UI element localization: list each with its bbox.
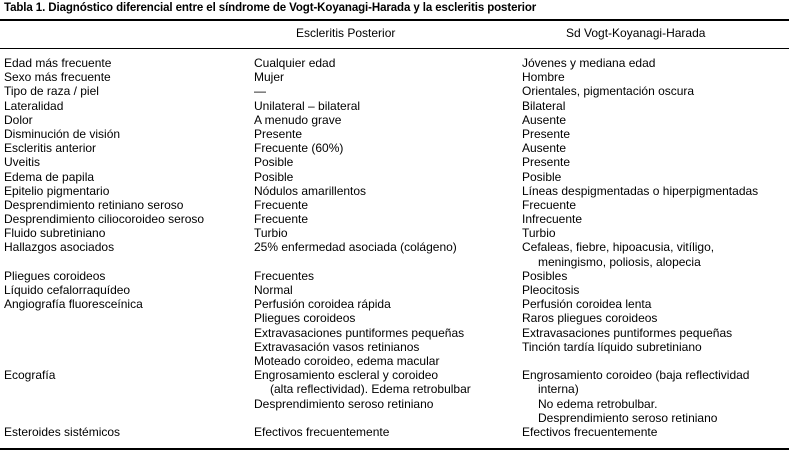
table-row <box>0 368 789 425</box>
cell-escleritis-line: Normal <box>254 283 293 298</box>
cell-vkh <box>522 155 570 169</box>
row-label-line: Escleritis anterior <box>4 141 97 156</box>
cell-escleritis-line: Unilateral – bilateral <box>254 98 361 113</box>
table-row <box>0 226 789 240</box>
cell-escleritis <box>254 269 314 283</box>
row-label <box>4 425 120 439</box>
cell-vkh-line: interna) <box>538 382 579 397</box>
cell-escleritis-line: Extravasaciones puntiformes pequeñas <box>254 325 465 340</box>
cell-escleritis-line: Frecuente <box>254 197 309 212</box>
row-label-line: Desprendimiento retiniano seroso <box>4 197 184 212</box>
table-row <box>0 70 789 84</box>
table-row <box>0 84 789 98</box>
row-label-line: Desprendimiento ciliocoroideo seroso <box>4 212 205 227</box>
bottom-rule <box>0 448 789 450</box>
cell-vkh-line: Hombre <box>522 70 565 85</box>
cell-escleritis <box>254 368 471 411</box>
cell-escleritis-line: A menudo grave <box>254 112 342 127</box>
row-label-line: Pliegues coroideos <box>4 268 106 283</box>
row-label <box>4 127 120 141</box>
row-label-line: Uveitis <box>4 155 41 170</box>
cell-vkh <box>522 297 732 354</box>
cell-vkh-line: Líneas despigmentadas o hiperpigmentadas <box>522 183 759 198</box>
cell-vkh <box>522 283 579 297</box>
row-label-line: Edad más frecuente <box>4 56 112 70</box>
cell-escleritis <box>254 212 308 226</box>
cell-escleritis <box>254 184 366 198</box>
cell-escleritis <box>254 155 293 169</box>
table-caption: Tabla 1. Diagnóstico diferencial entre el síndrome de Vogt-Koyanagi-Harada y la escleritis posterior <box>4 2 537 14</box>
cell-escleritis-line: Desprendimiento seroso retiniano <box>254 396 434 411</box>
row-label <box>4 269 105 283</box>
row-label <box>4 240 114 254</box>
row-label-line: Sexo más frecuente <box>4 70 111 85</box>
cell-vkh-line: Presente <box>522 155 571 170</box>
cell-vkh <box>522 212 582 226</box>
row-label <box>4 141 96 155</box>
cell-escleritis-line: Cualquier edad <box>254 56 336 70</box>
cell-escleritis-line: Turbio <box>254 226 288 241</box>
top-rule <box>0 19 789 21</box>
cell-escleritis <box>254 226 288 240</box>
cell-vkh-line: Infrecuente <box>522 212 583 227</box>
cell-escleritis-line: Pliegues coroideos <box>254 311 356 326</box>
table-row <box>0 113 789 127</box>
row-label-line: Líquido cefalorraquídeo <box>4 283 131 298</box>
cell-escleritis-line: Perfusión coroidea rápida <box>254 297 391 312</box>
cell-escleritis <box>254 198 308 212</box>
table-row <box>0 141 789 155</box>
cell-vkh-line: No edema retrobulbar. <box>538 396 658 411</box>
row-label-line: Epitelio pigmentario <box>4 183 110 198</box>
cell-vkh-line: Presente <box>522 126 571 141</box>
cell-escleritis-line: (alta reflectividad). Edema retrobulbar <box>270 382 471 397</box>
cell-vkh-line: Posibles <box>522 268 568 283</box>
header-rule <box>0 48 789 49</box>
table-row <box>0 170 789 184</box>
cell-escleritis-line: Nódulos amarillentos <box>254 183 367 198</box>
row-label <box>4 155 40 169</box>
cell-escleritis-line: Efectivos frecuentemente <box>254 425 390 439</box>
cell-vkh-line: Extravasaciones puntiformes pequeñas <box>522 325 733 340</box>
cell-escleritis <box>254 141 343 155</box>
cell-vkh <box>522 198 576 212</box>
cell-vkh-line: Cefaleas, fiebre, hipoacusia, vitíligo, <box>522 240 715 255</box>
cell-vkh-line: Posible <box>522 169 562 184</box>
column-header-escleritis: Escleritis Posterior <box>296 26 396 40</box>
table-row <box>0 56 789 70</box>
table-row <box>0 212 789 226</box>
table-row <box>0 198 789 212</box>
row-label-line: Dolor <box>4 112 33 127</box>
cell-escleritis-line: Posible <box>254 155 294 170</box>
cell-vkh-line: Pleocitosis <box>522 283 580 298</box>
cell-vkh-line: Ausente <box>522 112 567 127</box>
cell-escleritis-line: 25% enfermedad asociada (colágeno) <box>254 240 457 255</box>
cell-vkh-line: Ausente <box>522 141 567 156</box>
cell-vkh <box>522 84 694 98</box>
cell-escleritis-line: — <box>254 84 266 99</box>
cell-escleritis <box>254 113 341 127</box>
cell-escleritis <box>254 170 293 184</box>
cell-escleritis-line: Frecuente <box>254 212 309 227</box>
cell-vkh-line: Raros pliegues coroideos <box>522 311 658 326</box>
row-label <box>4 368 55 382</box>
cell-vkh-line: Efectivos frecuentemente <box>522 425 658 439</box>
cell-escleritis-line: Extravasación vasos retinianos <box>254 339 420 354</box>
cell-vkh <box>522 99 565 113</box>
cell-escleritis <box>254 56 335 70</box>
table-row <box>0 297 789 368</box>
table-body <box>0 56 789 439</box>
row-label-line: Edema de papila <box>4 169 95 184</box>
row-label <box>4 84 99 98</box>
table-row <box>0 127 789 141</box>
cell-vkh <box>522 269 567 283</box>
table-row <box>0 425 789 439</box>
cell-vkh <box>522 113 566 127</box>
cell-escleritis-line: Posible <box>254 169 294 184</box>
column-header-vkh: Sd Vogt-Koyanagi-Harada <box>566 26 706 40</box>
cell-vkh <box>522 127 570 141</box>
cell-vkh-line: Jóvenes y mediana edad <box>522 56 656 70</box>
row-label-line: Ecografía <box>4 368 56 383</box>
row-label <box>4 99 63 113</box>
row-label-line: Tipo de raza / piel <box>4 84 99 99</box>
cell-vkh <box>522 56 655 70</box>
row-label <box>4 198 183 212</box>
cell-vkh-line: Engrosamiento coroideo (baja reflectividad <box>522 368 750 383</box>
cell-escleritis <box>254 84 266 98</box>
cell-vkh-line: Tinción tardía líquido subretiniano <box>522 339 702 354</box>
table-row <box>0 283 789 297</box>
cell-escleritis <box>254 297 464 368</box>
row-label-line: Fluido subretiniano <box>4 226 106 241</box>
table-row <box>0 99 789 113</box>
cell-escleritis-line: Presente <box>254 126 303 141</box>
cell-escleritis-line: Frecuentes <box>254 268 315 283</box>
row-label <box>4 113 33 127</box>
cell-escleritis <box>254 70 284 84</box>
cell-vkh-line: Turbio <box>522 226 556 241</box>
row-label <box>4 170 94 184</box>
row-label-line: Lateralidad <box>4 98 64 113</box>
cell-vkh <box>522 141 566 155</box>
cell-escleritis-line: Engrosamiento escleral y coroideo <box>254 368 439 383</box>
row-label <box>4 184 109 198</box>
row-label-line: Disminución de visión <box>4 126 121 141</box>
row-label <box>4 226 105 240</box>
row-label <box>4 70 111 84</box>
row-label-line: Angiografía fluoresceínica <box>4 297 143 312</box>
cell-vkh-line: Bilateral <box>522 98 566 113</box>
row-label-line: Esteroides sistémicos <box>4 425 121 439</box>
table-row <box>0 269 789 283</box>
cell-vkh <box>522 425 657 439</box>
row-label <box>4 212 204 226</box>
cell-vkh-line: Perfusión coroidea lenta <box>522 297 652 312</box>
cell-escleritis <box>254 127 302 141</box>
table-row <box>0 155 789 169</box>
table-row <box>0 184 789 198</box>
cell-escleritis <box>254 240 457 254</box>
cell-escleritis-line: Mujer <box>254 70 285 85</box>
cell-escleritis-line: Moteado coroideo, edema macular <box>254 353 440 368</box>
cell-vkh-line: Desprendimiento seroso retiniano <box>538 410 718 425</box>
row-label <box>4 283 130 297</box>
row-label-line: Hallazgos asociados <box>4 240 115 255</box>
cell-vkh <box>522 226 556 240</box>
row-label <box>4 56 111 70</box>
cell-escleritis <box>254 283 293 297</box>
cell-vkh <box>522 184 758 198</box>
table-row <box>0 240 789 268</box>
cell-vkh-line: meningismo, poliosis, alopecia <box>538 254 701 269</box>
cell-vkh-line: Orientales, pigmentación oscura <box>522 84 695 99</box>
row-label <box>4 297 143 311</box>
cell-vkh <box>522 70 565 84</box>
cell-escleritis <box>254 99 360 113</box>
cell-vkh <box>522 368 749 425</box>
cell-escleritis-line: Frecuente (60%) <box>254 141 344 156</box>
cell-vkh <box>522 240 714 268</box>
cell-escleritis <box>254 425 389 439</box>
cell-vkh-line: Frecuente <box>522 197 577 212</box>
cell-vkh <box>522 170 561 184</box>
